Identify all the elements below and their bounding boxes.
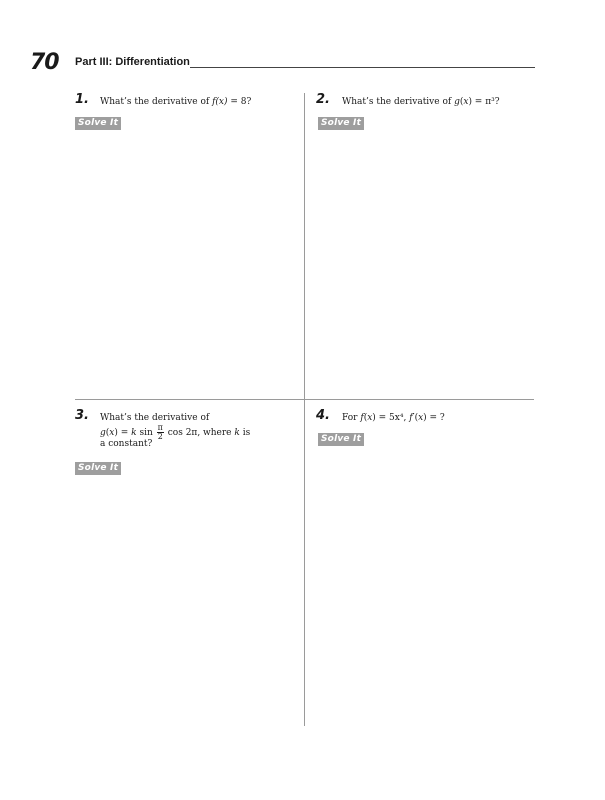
horizontal-divider xyxy=(75,399,534,400)
problem-2-text-a: What’s the derivative of xyxy=(342,97,455,107)
vertical-divider xyxy=(304,93,305,726)
problem-3-text-d: sin xyxy=(136,428,156,438)
problem-2-text-c: ) = π³? xyxy=(468,97,500,107)
problem-1-text-b: = 8? xyxy=(227,97,252,107)
solve-it-label-3: Solve It xyxy=(75,462,121,475)
problem-4-math-b: x xyxy=(367,413,373,423)
problem-4-math-a: f xyxy=(360,413,364,423)
part-title: Part III: Differentiation xyxy=(75,56,190,68)
problem-2-math-b: x xyxy=(463,97,469,107)
solve-it-label-4: Solve It xyxy=(318,433,364,446)
solve-it-label-2: Solve It xyxy=(318,117,364,130)
page-number: 70 xyxy=(30,50,59,75)
problem-4-math-c: f′ xyxy=(409,413,415,423)
problem-2-text-b: ( xyxy=(459,97,464,107)
problem-1-text xyxy=(100,96,251,108)
problem-4-text xyxy=(342,412,445,424)
problem-4-text-a: For xyxy=(342,413,361,423)
problem-3-text-b: ( xyxy=(105,428,110,438)
problem-3-line-3: a constant? xyxy=(100,439,153,449)
problem-1-number: 1. xyxy=(75,92,89,107)
problem-1-math-a: f(x) xyxy=(212,97,228,107)
problem-4-math-d: x xyxy=(418,413,424,423)
problem-4-number: 4. xyxy=(316,408,330,423)
problem-3-math-d: k xyxy=(234,428,240,438)
problem-3-frac-num: π xyxy=(157,423,163,432)
problem-3-math-a: g xyxy=(100,428,106,438)
problem-3-frac-den: 2 xyxy=(157,432,163,441)
problem-4-text-e: ) = ? xyxy=(423,413,445,423)
problem-2-number: 2. xyxy=(316,92,330,107)
problem-4-text-c: ) = 5x⁴, xyxy=(372,413,410,423)
problem-3-text-c: ) = xyxy=(114,428,132,438)
problem-3-text-e: cos 2π, where xyxy=(164,428,235,438)
problem-2-text xyxy=(342,96,500,108)
problem-2-math-a: g xyxy=(454,97,460,107)
problem-3-math-c: k xyxy=(131,428,137,438)
problem-4-text-d: ( xyxy=(414,413,419,423)
problem-3-math-b: x xyxy=(109,428,115,438)
problem-4-text-b: ( xyxy=(363,413,368,423)
problem-1-text-a: What’s the derivative of xyxy=(100,97,213,107)
header-rule xyxy=(190,67,535,68)
problem-3-text-f: is xyxy=(239,428,251,438)
problem-3-number: 3. xyxy=(75,408,89,423)
problem-3-fraction xyxy=(157,424,164,441)
problem-3-line-1: What’s the derivative of xyxy=(100,413,210,423)
solve-it-label-1: Solve It xyxy=(75,117,121,130)
